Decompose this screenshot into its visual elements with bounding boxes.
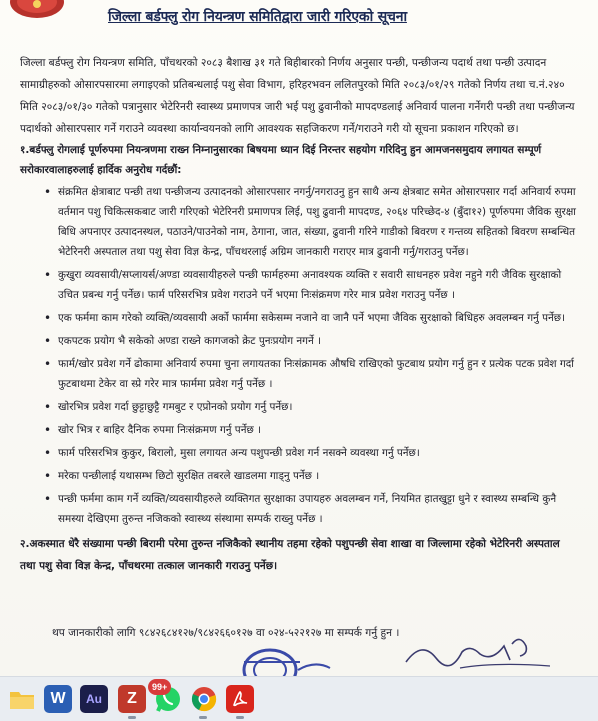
contact-line: थप जानकारीको लागि ९८४२६८४१२७/९८४२६६०१२७ वा ०२४-५२२१२७ मा सम्पर्क गर्नु हुन ।	[52, 627, 400, 639]
active-indicator	[236, 716, 244, 719]
active-indicator	[199, 716, 207, 719]
filezilla-icon-letter: Z	[127, 690, 137, 707]
emblem-icon	[8, 0, 66, 24]
list-item: • कुखुरा व्यवसायी/सप्लायर्स/अण्डा व्यवसायीहरुले पन्छी फार्महरुमा अनावश्यक व्यक्ति र सवारी साधनहरु प्रवेश नहुने गरी जैविक सुरक्षाको उचित प्रबन्ध गर्नु पर्नेछ। फार्म परिसरभित्र प्रवेश गराउने पर्ने भएमा निःसंक्रमण गरेर मात्र प्रवेश गराउनु पर्नेछ ।	[58, 265, 578, 305]
point-1-heading: १.बर्डफ्लु रोगलाई पूर्णरुपमा नियन्त्रणमा राख्न निम्नानुसारका बिषयमा ध्यान दिई निरन्तर सहयोग गरिदिनु हुन आमजनसमुदाय लगायत सम्पूर्ण सरोकारवालाहरुलाई हार्दिक अनुरोध गर्दछौं:	[20, 144, 542, 176]
notice-title: जिल्ला बर्डफ्लु रोग नियन्त्रण समितिद्वारा जारी गरिएको सूचना	[108, 9, 407, 25]
word-icon-letter: W	[50, 690, 66, 707]
intro-paragraph: जिल्ला बर्डफ्लु रोग नियन्त्रण समिति, पाँचथरको २०८३ बैशाख ३१ गते बिहीबारको निर्णय अनुसार पन्छी, पन्छीजन्य पदार्थ तथा पन्छी उत्पादन सामाग्रीहरुको ओसारपसारमा लगाइएको प्रतिबन्धलाई पशु सेवा विभाग, हरिहरभवन ललितपुरको मिति २०८३/०१/२९ गतेको निर्णय तथा च.नं.२४० मिति २०८३/०१/३० गतेको पत्रानुसार भेटेरिनरी स्वास्थ्य प्रमाणपत्र जारी भई पशु ढुवानीको मापदण्डलाई अनिवार्य पालना गर्नेगरी पन्छी तथा पन्छीजन्य पदार्थको ओसारपसार गर्ने गराउने व्यवस्था कार्यान्वयनको लागि आवश्यक सहजिकरण गर्ने/गराउने गरी यो सूचना प्रकाशन गरिएको छ।	[20, 57, 575, 135]
audition-icon[interactable]	[80, 685, 108, 713]
list-item: • संक्रमित क्षेत्राबाट पन्छी तथा पन्छीजन्य उत्पादनको ओसारपसार नगर्नु/नगराउनु हुन साथै अन्य क्षेत्रबाट समेत ओसारपसार गर्दा अनिवार्य रुपमा वर्तमान पशु चिकित्सकबाट जारी गरिएको भेटेरिनरी प्रमाणपत्र लिई, पशु ढुवानी मापदण्ड, २०६४ परिच्छेद-४ (बुँदा१२) पूर्णरुपमा जैविक सुरक्षा बिधि अपनाएर उत्पादनस्थल, पठाउने/पाउनेको नाम, ठेगाना, जात, संख्या, ढुवानी गरिने गाडीको बिवरण र गन्तव्य सहितको बिवरण सम्बन्धित भेटेरिनरी अस्पताल तथा पशु सेवा विज्ञ केन्द्र, पाँचथरलाई अग्रिम जानकारी गराएर मात्र ढुवानी गर्नु/गराउनु पर्नेछ।	[58, 182, 578, 262]
active-indicator	[128, 716, 136, 719]
list-item: • एक फर्ममा काम गरेको व्यक्ति/व्यवसायी अर्को फार्ममा सकेसम्म नजाने वा जानै पर्ने भएमा जैविक सुरक्षाको बिधिहरु अवलम्बन गर्नु पर्नेछ।	[58, 308, 578, 328]
filezilla-icon[interactable]	[118, 685, 146, 713]
file-explorer-icon[interactable]	[8, 685, 36, 713]
list-item: • पन्छी फर्ममा काम गर्ने व्यक्ति/व्यवसायीहरुले व्यक्तिगत सुरक्षाका उपायहरु अवलम्बन गर्ने, नियमित हातखुट्टा धुने र स्वास्थ्य सम्बन्धि कुनै समस्या देखिएमा तुरुन्त नजिकको स्वास्थ्य संस्थामा सम्पर्क राख्नु पर्नेछ ।	[58, 489, 578, 529]
list-item: • फार्म/खोर प्रवेश गर्ने ढोकामा अनिवार्य रुपमा चुना लगायतका निःसंक्रामक औषधि राखिएको फुटबाथ प्रयोग गर्नु हुन र प्रत्येक पटक प्रवेश गर्दा फुटबाथमा टेकेर वा स्प्रे गरेर मात्र फार्ममा प्रवेश गर्नु पर्नेछ ।	[58, 354, 578, 394]
guideline-list	[20, 182, 578, 529]
taskbar	[0, 676, 598, 721]
list-item: • एकपटक प्रयोग भै सकेको अण्डा राख्ने कागजको क्रेट पुनःप्रयोग नगर्ने ।	[58, 331, 578, 351]
list-item: • खोर भित्र र बाहिर दैनिक रुपमा निःसंक्रमण गर्नु पर्नेछ ।	[58, 420, 578, 440]
chrome-icon[interactable]	[190, 685, 218, 713]
signature-icon	[400, 632, 560, 672]
list-item: • फार्म परिसरभित्र कुकुर, बिरालो, मुसा लगायत अन्य पशुपन्छी प्रवेश गर्न नसक्ने व्यवस्था गर्नु पर्नेछ।	[58, 443, 578, 463]
audition-icon-letters: Au	[86, 692, 102, 706]
list-item: • खोरभित्र प्रवेश गर्दा छुट्टाछुट्टै गमबुट र एप्रोनको प्रयोग गर्नु पर्नेछ।	[58, 397, 578, 417]
word-icon[interactable]	[44, 685, 72, 713]
notice-body	[20, 52, 578, 577]
acrobat-icon[interactable]	[226, 685, 254, 713]
notification-badge: 99+	[148, 679, 171, 695]
point-2-paragraph: २.अकस्मात धेरै संख्यामा पन्छी बिरामी परेमा तुरुन्त नजिकैको स्थानीय तहमा रहेको पशुपन्छी सेवा शाखा वा जिल्लामा रहेको भेटेरिनरी अस्पताल तथा पशु सेवा विज्ञ केन्द्र, पाँचथरमा तत्काल जानकारी गराउनु पर्नेछ।	[20, 538, 560, 572]
list-item: • मरेका पन्छीलाई यथासम्भ छिटो सुरक्षित तबरले खाडलमा गाड्नु पर्नेछ ।	[58, 466, 578, 486]
office-seal-icon	[240, 640, 332, 676]
